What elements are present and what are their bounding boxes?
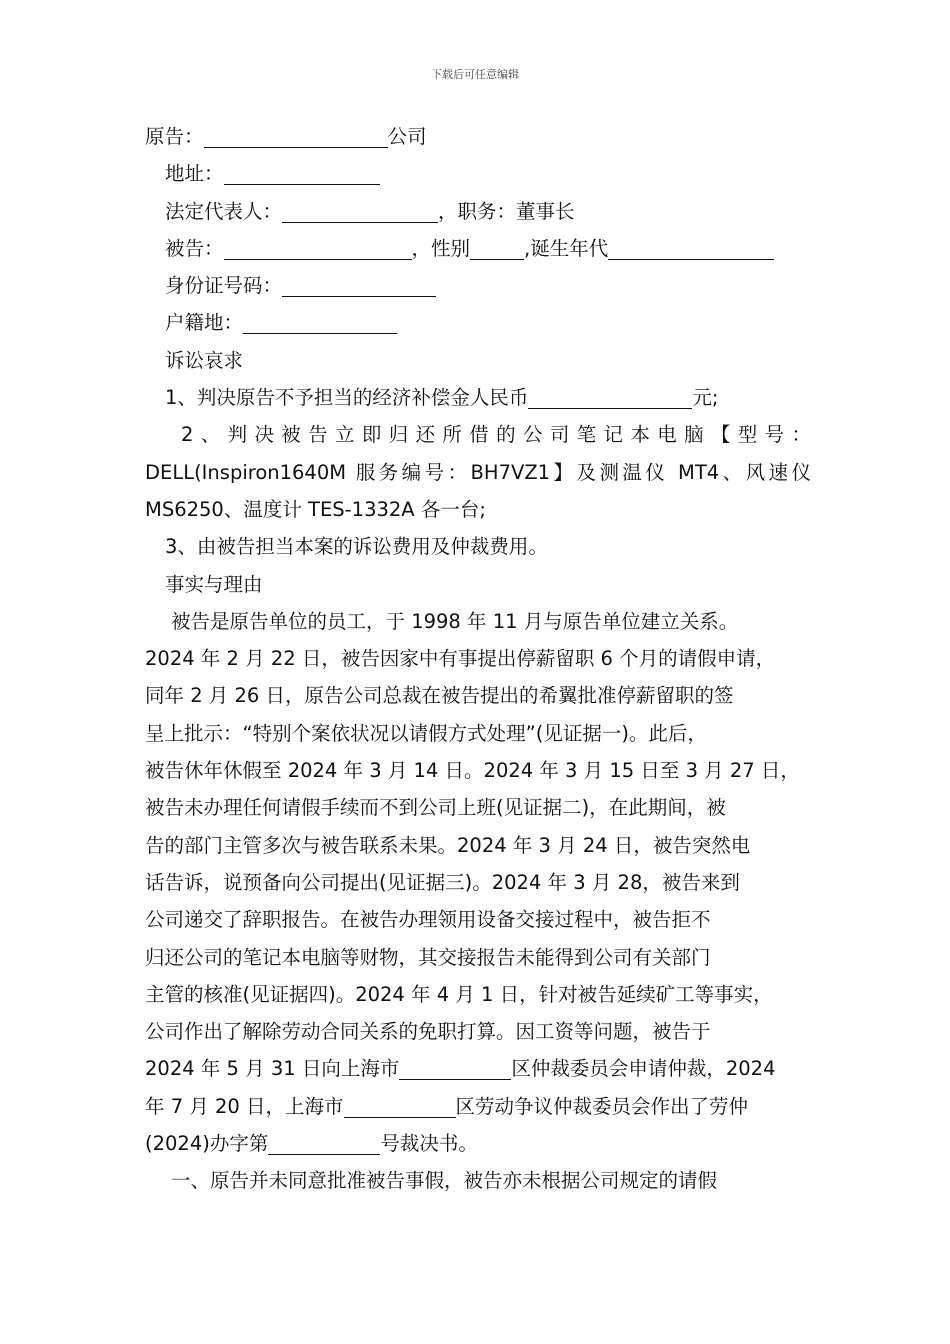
gender-text: ，性别 [411,236,471,260]
id-label: 身份证号码： [165,274,283,298]
position-text: ，职务：董事长 [438,199,575,223]
plaintiff-label: 原告： [145,125,204,148]
plaintiff-line [145,118,811,155]
complaint-document [145,118,811,1200]
facts-line: 公司递交了辞职报告。在被告办理领用设备交接过程中，被告拒不 [145,908,711,932]
facts-line: 被告未办理任何请假手续而不到公司上班(见证据二)，在此期间，被 [145,796,726,820]
facts-line: 被告是原告单位的员工，于 1998 年 11 月与原告单位建立关系。 [171,609,739,633]
district-blank-2[interactable] [344,1097,456,1118]
facts-text: 区仲裁委员会申请仲裁，2024 [511,1057,776,1081]
claims-heading: 诉讼哀求 [165,348,244,372]
facts-line: 公司作出了解除劳动合同关系的免职打算。因工资等问题，被告于 [145,1020,711,1044]
facts-text: 2024 年 5 月 31 日向上海市 [145,1057,400,1081]
facts-line: 主管的核准(见证据四)。2024 年 4 月 1 日，针对被告延续矿工等事实， [145,982,773,1006]
domicile-line [145,304,811,341]
plaintiff-suffix: 公司 [387,125,427,148]
point-1-line: 一、原告并未同意批准被告事假，被告亦未根据公司规定的请假 [171,1169,718,1193]
facts-text: (2024)办字第 [145,1132,269,1156]
claim-item-2-line-3: MS6250、温度计 TES-1332A 各一台; [145,497,486,521]
birth-text: ,诞生年代 [524,236,609,260]
legal-rep-line [145,193,811,230]
facts-line: 被告休年休假至 2024 年 3 月 14 日。2024 年 3 月 15 日至 3 月 27 日， [145,759,800,783]
facts-line-arbitration [145,1050,811,1087]
facts-line: 告的部门主管多次与被告联系未果。2024 年 3 月 24 日，被告突然电 [145,833,751,857]
defendant-blank[interactable] [224,239,412,260]
legal-rep-label: 法定代表人： [165,199,283,223]
gender-blank[interactable] [470,239,524,260]
facts-line-award [145,1088,811,1125]
district-blank-1[interactable] [399,1059,511,1080]
legal-rep-blank[interactable] [282,202,438,223]
claim-1-suffix: 元; [692,386,719,410]
facts-heading: 事实与理由 [165,572,263,596]
facts-line-case-number [145,1125,811,1162]
defendant-line [145,230,811,267]
facts-line: 2024 年 2 月 22 日，被告因家中有事提出停薪留职 6 个月的请假申请， [145,647,776,671]
claim-item-2-line-1: 2、判决被告立即归还所借的公司笔记本电脑【型号： [181,423,811,447]
claim-item-2-line-2: DELL(Inspiron1640M 服务编号：BH7VZ1】及测温仪 MT4、风速仪 [145,460,811,484]
facts-line: 同年 2 月 26 日，原告公司总裁在被告提出的希翼批准停薪留职的签 [145,684,734,708]
id-line [145,267,811,304]
compensation-blank[interactable] [528,388,692,409]
case-number-blank[interactable] [268,1134,380,1155]
claim-item-1 [145,379,811,416]
plaintiff-blank[interactable] [204,127,388,148]
download-note: 下载后可任意编辑 [431,68,519,81]
facts-text: 年 7 月 20 日，上海市 [145,1094,344,1118]
address-line [145,155,811,192]
facts-text: 号裁决书。 [380,1132,478,1156]
address-blank[interactable] [224,164,380,185]
claim-item-3: 3、由被告担当本案的诉讼费用及仲裁费用。 [165,535,548,559]
birth-blank[interactable] [608,239,774,260]
facts-line: 呈上批示：“特别个案依状况以请假方式处理”(见证据一)。此后， [145,721,707,745]
id-blank[interactable] [282,276,436,297]
claim-1-text: 1、判决原告不予担当的经济补偿金人民币 [165,386,529,410]
domicile-label: 户籍地： [165,311,244,335]
address-label: 地址： [165,162,224,186]
defendant-label: 被告： [165,236,224,260]
facts-text: 区劳动争议仲裁委员会作出了劳仲 [455,1094,749,1118]
domicile-blank[interactable] [243,313,397,334]
facts-line: 话告诉，说预备向公司提出(见证据三)。2024 年 3 月 28，被告来到 [145,870,740,894]
facts-line: 归还公司的笔记本电脑等财物，其交接报告未能得到公司有关部门 [145,945,711,969]
